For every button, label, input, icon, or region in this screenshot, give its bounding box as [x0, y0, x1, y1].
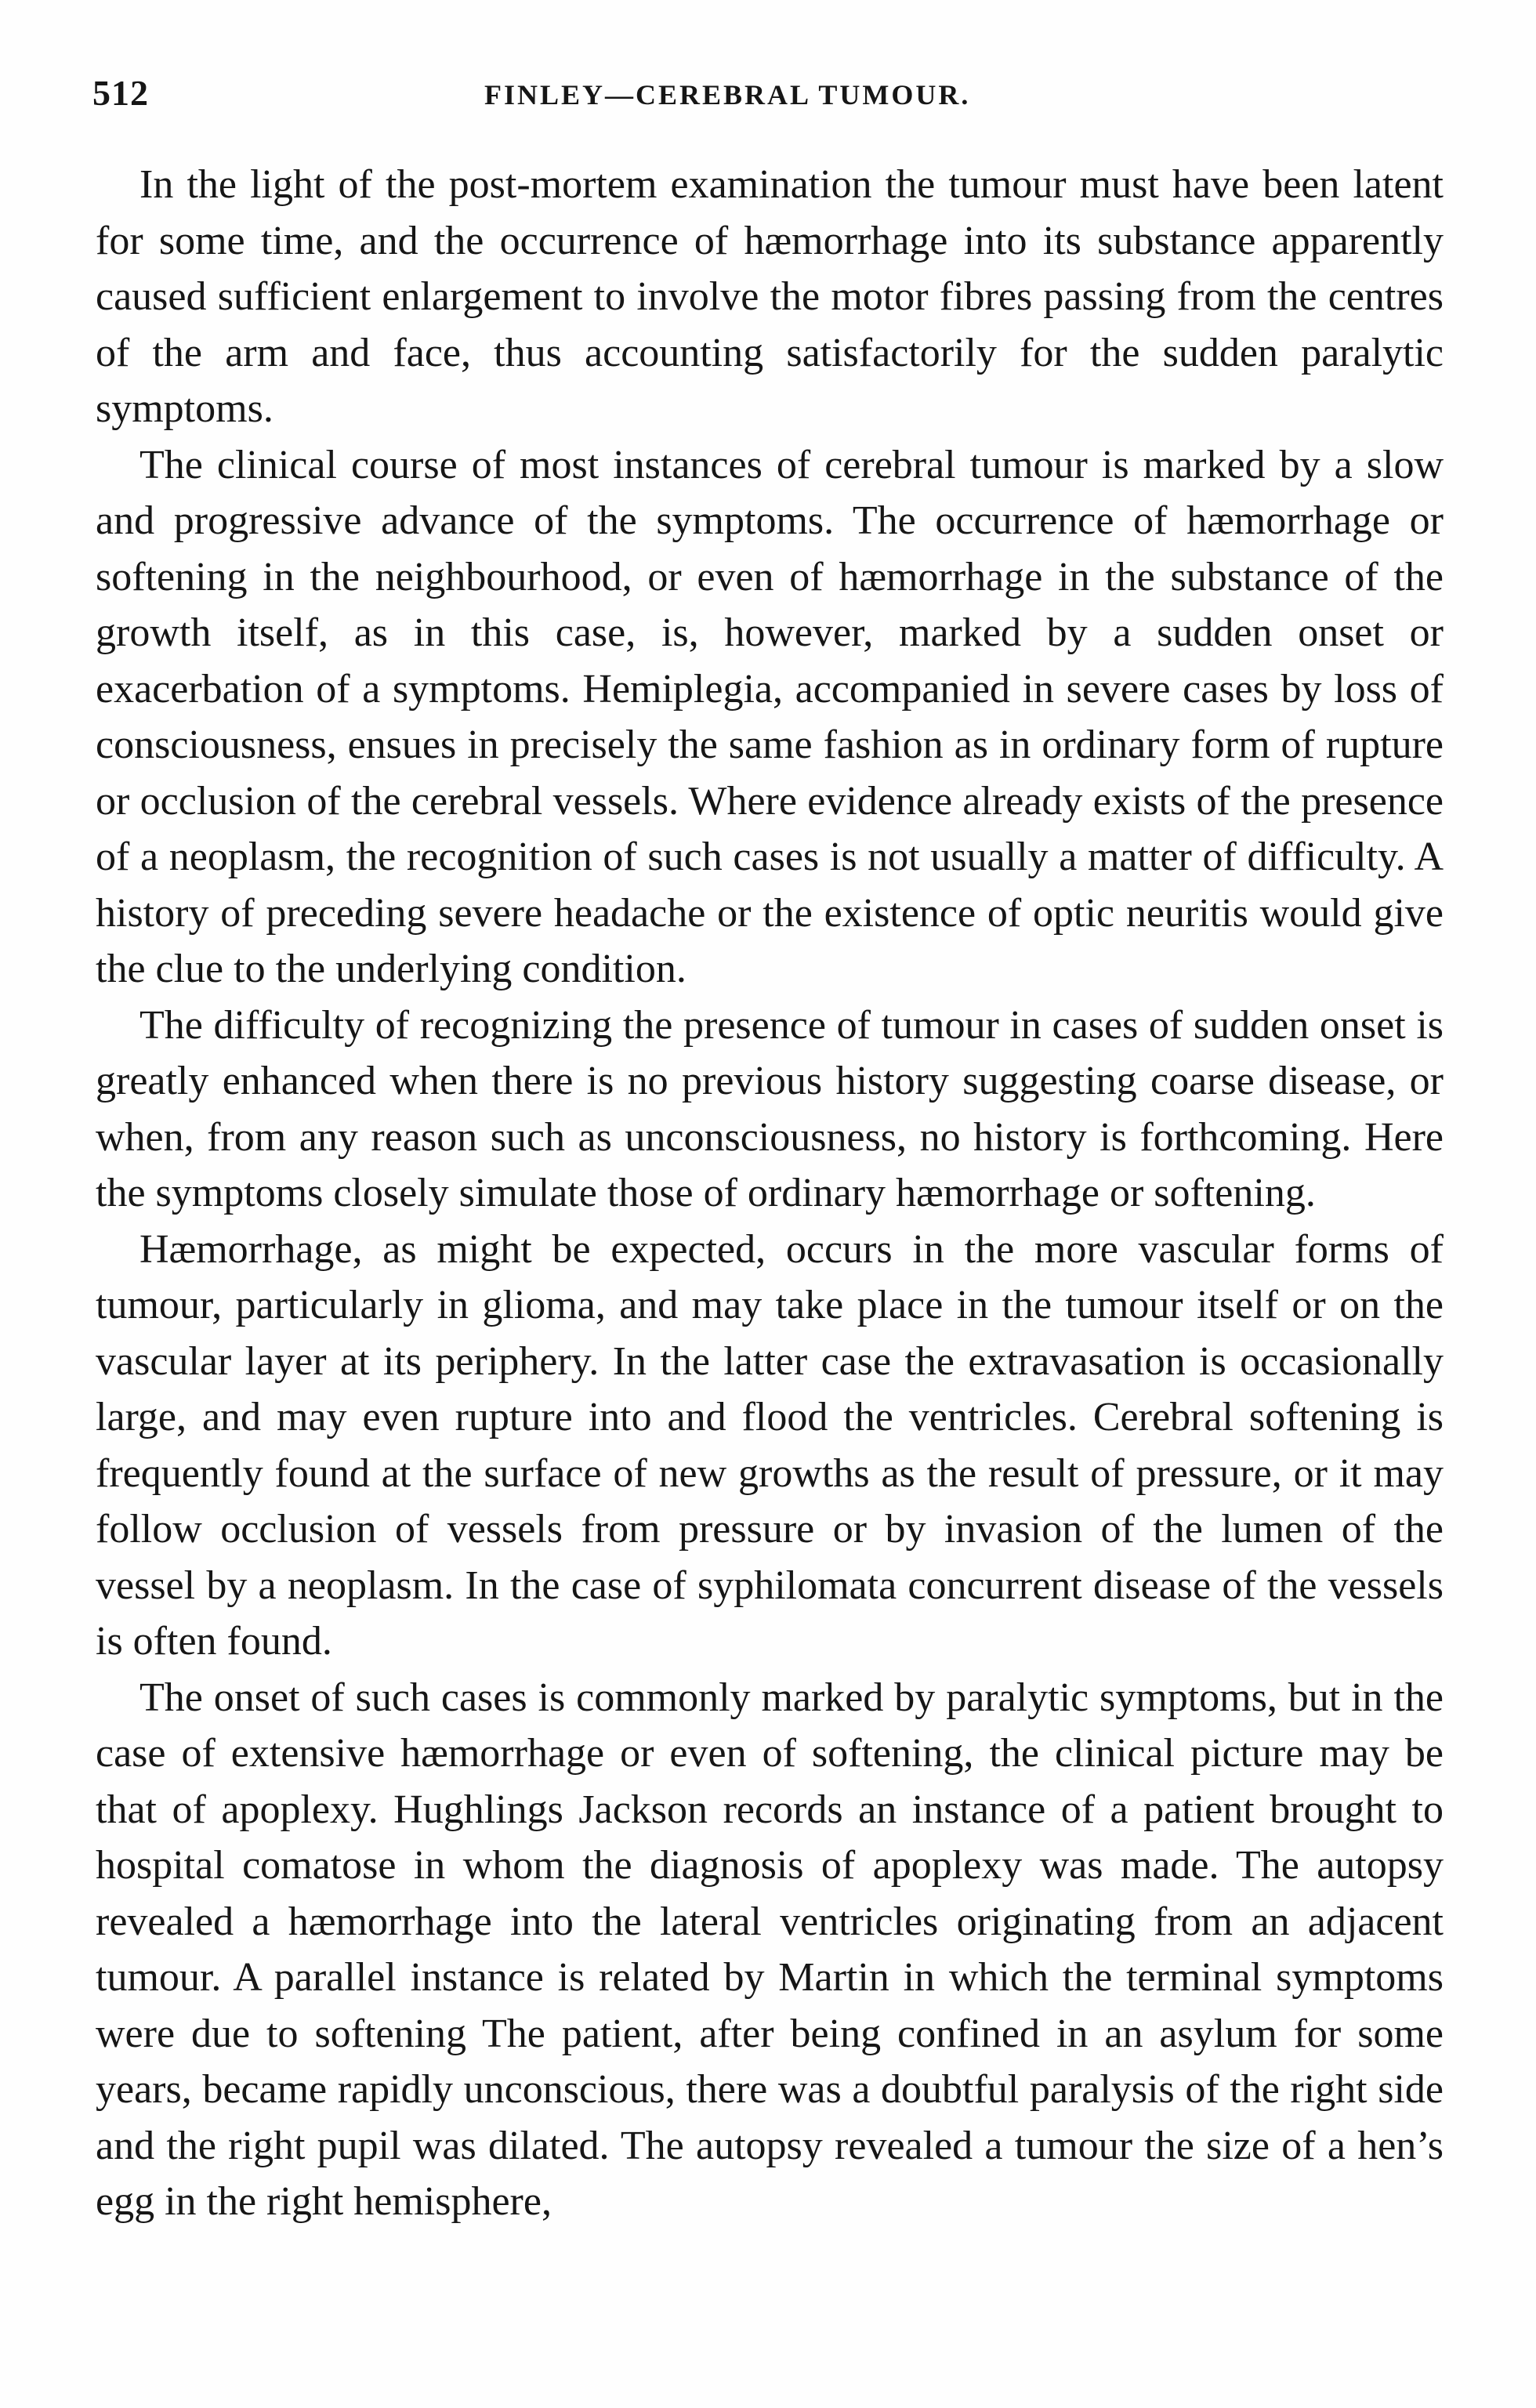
page-header	[92, 72, 1418, 119]
page-number: 512	[92, 73, 149, 113]
body-text	[96, 157, 1444, 2230]
paragraph: In the light of the post-mortem examination the tumour must have been latent for some time, and the occurrence of hæmorrhage into its substance apparently caused sufficient enlargement to involve the motor fibres passing from the centres of the arm and face, thus accounting satisfactorily for the sudden paralytic symptoms.	[96, 162, 1444, 431]
paragraph: The onset of such cases is commonly marked by paralytic symptoms, but in the case of extensive hæmorrhage or even of softening, the clinical picture may be that of apoplexy. Hughlings Jackson records an instance of a patient brought to hospital comatose in whom the diagnosis of apoplexy was made. The autopsy revealed a hæmorrhage into the lateral ventricles originating from an adjacent tumour. A parallel instance is related by Martin in which the terminal symptoms were due to softening The patient, after being confined in an asylum for some years, became rapidly unconscious, there was a doubtful paralysis of the right side and the right pupil was dilated. The autopsy revealed a tumour the size of a hen’s egg in the right hemisphere,	[96, 1675, 1444, 2224]
paragraph: Hæmorrhage, as might be expected, occurs in the more vascular forms of tumour, particularly in glioma, and may take place in the tumour itself or on the vascular layer at its periphery. In the latter case the extravasation is occasionally large, and may even rupture into and flood the ventricles. Cerebral softening is frequently found at the surface of new growths as the result of pressure, or it may follow occlusion of vessels from pressure or by invasion of the lumen of the vessel by a neoplasm. In the case of syphilomata concurrent disease of the vessels is often found.	[96, 1226, 1444, 1664]
paragraph: The clinical course of most instances of cerebral tumour is marked by a slow and progressive advance of the symptoms. The occurrence of hæmorrhage or softening in the neighbourhood, or even of hæmorrhage in the substance of the growth itself, as in this case, is, however, marked by a sudden onset or exacerbation of a symptoms. Hemiplegia, accompanied in severe cases by loss of consciousness, ensues in precisely the same fashion as in ordinary form of rupture or occlusion of the cerebral vessels. Where evidence already exists of the presence of a neoplasm, the recognition of such cases is not usually a matter of difficulty. A history of preceding severe headache or the existence of optic neuritis would give the clue to the underlying condition.	[96, 442, 1444, 991]
paragraph: The difficulty of recognizing the presence of tumour in cases of sudden onset is greatly enhanced when there is no previous history suggesting coarse disease, or when, from any reason such as unconsciousness, no history is forthcoming. Here the symptoms closely simulate those of ordinary hæmorrhage or softening.	[96, 1002, 1444, 1215]
running-head: FINLEY—CEREBRAL TUMOUR.	[484, 79, 971, 110]
